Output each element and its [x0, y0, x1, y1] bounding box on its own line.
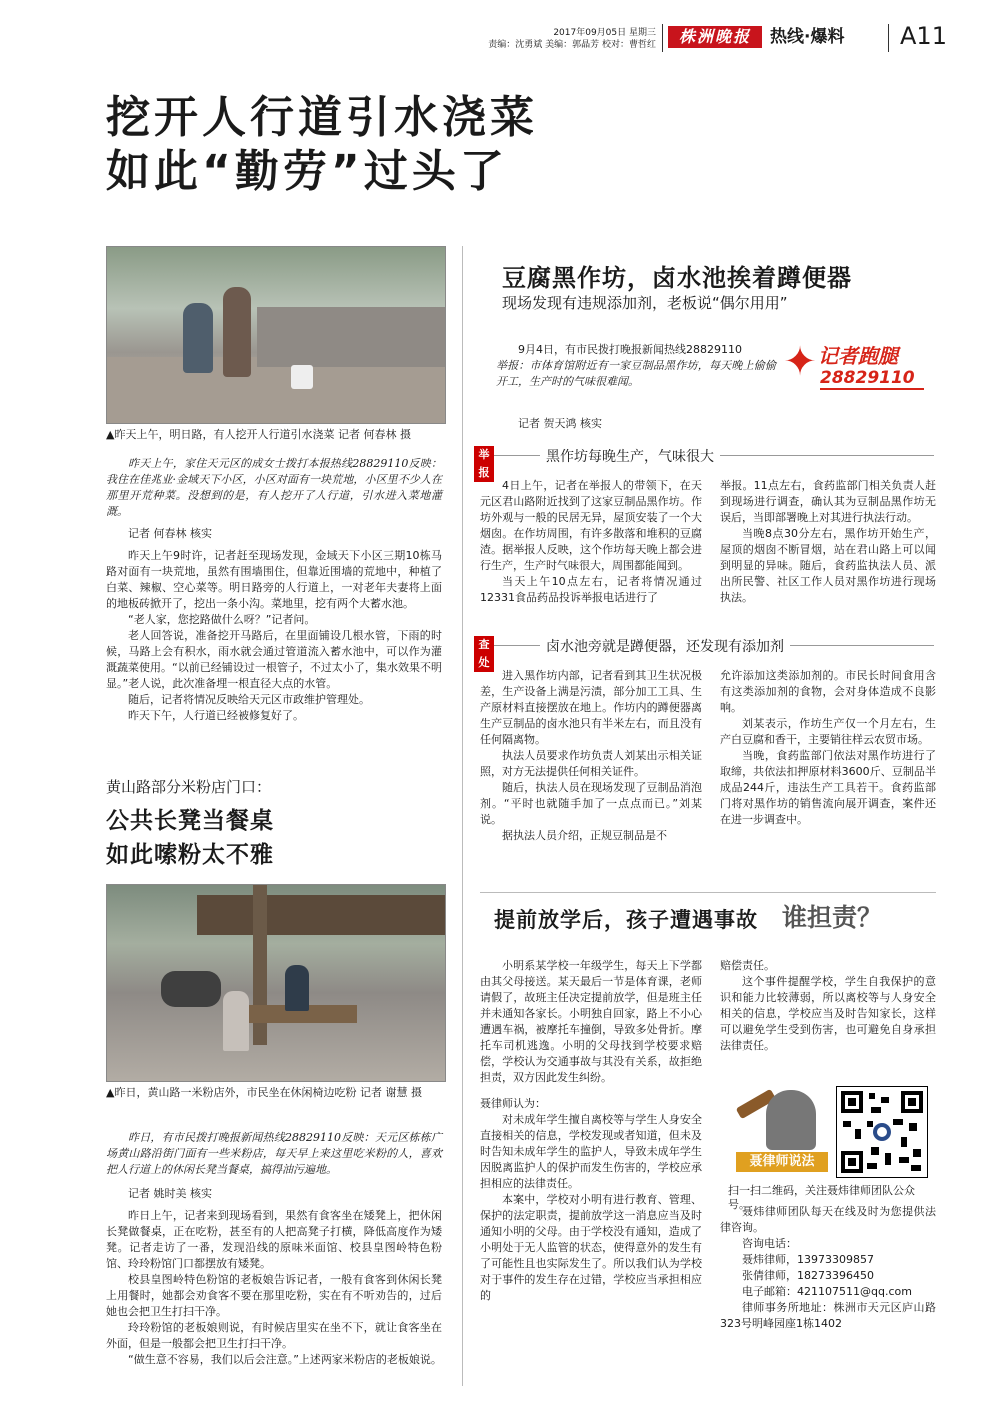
story3-paragraph: 据执法人员介绍，正规豆制品是不: [502, 829, 667, 842]
story3-intro: [496, 342, 776, 390]
page-number: A11: [900, 22, 947, 50]
masthead-divider-2: [888, 24, 889, 52]
section-tag-report: 举报: [474, 446, 494, 482]
story1-paragraph: 随后，记者将情况反映给天元区市政维护管理处。: [128, 693, 370, 706]
story4-paragraph: 小明系某学校一年级学生，每天上下学都由其父母接送。某天最后一节是体育课，老师请假了，故班主任决定提前放学，但是班主任并未通知各家长。小明独自回家，路上不小心遭遇车祸，被摩托车撞倒，导致多处骨折。摩托车司机逃逸。小明的父母找到学校要求赔偿，学校认为交通事故与其没有关系，故拒绝担责，双方因此发生纠纷。: [480, 959, 702, 1084]
story2-paragraph: 校县皇图岭特色粉馆的老板娘告诉记者，一般有食客到休闲长凳上用餐时，她都会劝食客不要在那里吃粉，实在有不听劝告的，过后她也会把卫生打扫干净。: [106, 1273, 442, 1318]
story3-paragraph: 举报。11点左右，食药监部门相关负责人赶到现场进行调查，确认其为豆制品黑作坊无误后，当即部署晚上对其进行执法行动。: [720, 479, 936, 524]
story3-paragraph: 当晚，食药监部门依法对黑作坊进行了取缔，共依法扣押原材料3600斤、豆制品半成品244斤，违法生产工具若干。食药监部门将对黑作坊的销售流向展开调查，案件还在进一步调查中。: [720, 749, 936, 826]
story1-body: [106, 456, 442, 724]
badge-title: 记者跑腿: [818, 344, 898, 368]
story2-photo: [106, 884, 446, 1082]
story4-rule: [480, 892, 936, 893]
qr-code-icon: [837, 1087, 927, 1177]
masthead-date: 2017年09月05日 星期三: [553, 28, 656, 38]
story3-subtitle: 现场发现有违规添加剂，老板说“偶尔用用”: [502, 294, 788, 312]
story2-paragraph: 昨日上午，记者来到现场看到，果然有食客坐在矮凳上，把休闲长凳做餐桌，正在吃粉，甚至有的人把高凳子打横，降低高度作为矮凳。记者走访了一番，发现沿线的原味米面馆、校县皇图岭特色粉馆、玲玲粉馆门口都摆放有矮凳。: [106, 1209, 442, 1270]
contact-phone: 张倩律师，18273396450: [742, 1269, 874, 1282]
story1-lead: 昨天上午，家住天元区的成女士拨打本报热线28829110反映：我住在佳兆业·金域天下小区，小区对面有一块荒地，小区里不少人在那里开荒种菜。没想到的是，有人挖开了人行道，引水进入菜地灌溉。: [106, 457, 442, 518]
lawyer-logo: [734, 1088, 830, 1178]
story2-byline: 记者 姚时美 核实: [128, 1187, 212, 1200]
story3-paragraph: 当晚8点30分左右，黑作坊开始生产，屋顶的烟囱不断冒烟，站在君山路上可以闻到明显的异味。随后，食药监执法人员、派出所民警、社区工作人员对黑作坊进行现场执法。: [720, 527, 936, 604]
lawyer-avatar: [766, 1090, 816, 1150]
story1-byline: 记者 何春林 核实: [128, 527, 212, 540]
story3-title: 豆腐黑作坊，卤水池挨着蹲便器: [502, 264, 852, 292]
contact-label: 咨询电话：: [742, 1237, 797, 1250]
qr-caption: 扫一扫二维码，关注聂炜律师团队公众号。: [728, 1184, 915, 1211]
story1-paragraph: 昨天下午，人行道已经被修复好了。: [128, 709, 304, 722]
masthead-divider: [662, 24, 663, 52]
masthead-editors: 责编：沈勇斌 美编：郭晶芳 校对：曹哲红: [488, 40, 656, 50]
story3-paragraph: 允许添加这类添加剂的。市民长时间食用含有这类添加剂的食物，会对身体造成不良影响。: [720, 669, 936, 714]
logo-text: 聂律师说法: [736, 1152, 828, 1172]
story4-paragraph: 这个事件提醒学校，学生自我保护的意识和能力比较薄弱，所以离校等与人身安全相关的信息，学校应当及时告知家长，这样可以避免学生受到伤害，也可避免自身承担法律责任。: [720, 975, 936, 1052]
story3-section1-left: [480, 478, 702, 606]
story2-body: [106, 1130, 442, 1368]
road-shape: [257, 307, 445, 367]
story3-paragraph: 4日上午，记者在举报人的带领下，在天元区君山路附近找到了这家豆制品黑作坊。作坊外观与一般的民居无异，屋顶安装了一个大烟囱。在作坊周围，有许多散落和堆积的豆腐渣。据举报人反映，这个作坊每天晚上都会进行生产，生产时气味很大，周围都能闻到。: [480, 479, 702, 572]
story1-photo: [106, 246, 446, 424]
story1-paragraph: 老人回答说，准备挖开马路后，在里面铺设几根水管，下雨的时候，马路上会有积水，雨水就会通过管道流入蓄水池中，可以作为灌溉蔬菜使用。“以前已经铺设过一根管子，不过太小了，集水效果不明显。”老人说，此次准备埋一根直径大点的水管。: [106, 629, 442, 690]
story3-byline: 记者 贺天鸿 核实: [518, 417, 602, 430]
story1-paragraph: 昨天上午9时许，记者赶至现场发现，金域天下小区三期10栋马路对面有一块荒地，虽然有围墙围住，但靠近围墙的荒地中，种植了白菜、辣椒、空心菜等。明日路旁的人行道上，一对老年夫妻将上面的地板砖掀开了，挖出一条小沟。菜地里，挖有两个大蓄水池。: [106, 549, 442, 610]
story4-title: 提前放学后，孩子遭遇事故: [494, 908, 758, 932]
story2-lead: 昨日，有市民拨打晚报新闻热线28829110反映：天元区栋栋广场黄山路沿街门面有一些米粉店，每天早上来这里吃米粉的人，喜欢把人行道上的休闲长凳当餐桌，搞得油污遍地。: [106, 1131, 442, 1176]
story4-title-accent: 谁担责？: [782, 903, 883, 932]
story3-paragraph: 执法人员要求作坊负责人刘某出示相关证照，对方无法提供任何相关证件。: [480, 749, 702, 778]
lawyer-label: 聂律师认为：: [480, 1097, 546, 1110]
story3-paragraph: 刘某表示，作坊生产仅一个月左右，生产白豆腐和香干，主要销往样云农贸市场。: [720, 717, 936, 746]
reporter-badge: [780, 330, 930, 396]
runner-icon: ✦: [783, 339, 817, 385]
story3-section1-right: [720, 478, 936, 606]
column-divider: [462, 246, 463, 1386]
story4-paragraph: 本案中，学校对小明有进行教育、管理、保护的法定职责，提前放学这一消息应当及时通知小明的父母。由于学校没有通知，造成了小明处于无人监管的状态，使得意外的发生有了可能性且也实际发生了。所以我们认为学校对于事件的发生存在过错，学校应当承担相应的: [480, 1193, 702, 1302]
section2-title: 卤水池旁就是蹲便器，还发现有添加剂: [540, 636, 790, 656]
person-shape: [223, 287, 251, 377]
contact-email: 电子邮箱：421107511@qq.com: [742, 1285, 912, 1298]
person-shape: [223, 991, 249, 1051]
contact-phone: 聂炜律师，13973309857: [742, 1253, 874, 1266]
person-shape: [285, 965, 309, 1011]
paper-logo: 株洲晚报: [668, 26, 762, 48]
contact-block: [720, 1204, 936, 1332]
contact-address: 律师事务所地址：株洲市天元区庐山路323号明峰园座1栋1402: [720, 1301, 936, 1330]
story1-paragraph: “老人家，您挖路做什么呀？”记者问。: [128, 613, 316, 626]
story4-paragraph: 赔偿责任。: [720, 959, 775, 972]
story3-section2-right: [720, 668, 936, 828]
story2-caption: ▲昨日，黄山路一米粉店外，市民坐在休闲椅边吃粉 记者 谢慧 摄: [106, 1086, 422, 1099]
headline-line1: 挖开人行道引水浇菜: [106, 92, 538, 143]
shopfront-shape: [197, 895, 445, 935]
story2-paragraph: “做生意不容易，我们以后会注意。”上述两家米粉店的老板娘说。: [128, 1353, 442, 1366]
contact-intro: 聂炜律师团队每天在线及时为您提供法律咨询。: [720, 1205, 936, 1234]
motorbike-shape: [161, 971, 221, 1007]
story4-right: [720, 958, 936, 1054]
story1-caption: ▲昨天上午，明日路，有人挖开人行道引水浇菜 记者 何春林 摄: [106, 428, 411, 441]
story3-section2-left: [480, 668, 702, 844]
section1-title: 黑作坊每晚生产，气味很大: [540, 446, 720, 466]
story2-title-line2: 如此嗦粉太不雅: [106, 842, 274, 868]
story4-paragraph: 对未成年学生擅自离校等与学生人身安全直接相关的信息，学校发现或者知道，但未及时告知未成年学生的监护人，导致未成年学生因脱离监护人的保护而发生伤害的，学校应承担相应的法律责任。: [480, 1113, 702, 1190]
qr-code[interactable]: [836, 1086, 928, 1178]
section-name: 热线·爆料: [770, 27, 845, 47]
story3-intro-report: 举报：市体育馆附近有一家豆制品黑作坊，每天晚上偷偷开工，生产时的气味很难闻。: [496, 359, 776, 388]
story3-intro-date: 9月4日，有市民拨打晚报新闻热线28829110: [518, 343, 742, 356]
story3-paragraph: 随后，执法人员在现场发现了豆制品消泡剂。“平时也就随手加了一点点而已。”刘某说。: [480, 781, 702, 826]
badge-phone: 28829110: [820, 368, 924, 390]
story2-paragraph: 玲玲粉馆的老板娘则说，有时候店里实在坐不下，就让食客坐在外面，但是一般都会把卫生打扫干净。: [106, 1321, 442, 1350]
story3-paragraph: 进入黑作坊内部，记者看到其卫生状况极差，生产设备上满是污渍，部分加工工具、生产原材料直接摆放在地上。作坊内的蹲便器离生产豆制品的卤水池只有半米左右，而且没有任何隔离物。: [480, 669, 702, 746]
section-tag-investigate: 查处: [474, 636, 494, 672]
person-shape: [183, 303, 213, 373]
story2-title-line1: 公共长凳当餐桌: [106, 808, 274, 834]
story3-paragraph: 当天上午10点左右，记者将情况通过12331食品药品投诉举报电话进行了: [480, 575, 702, 604]
story4-left: [480, 958, 702, 1304]
headline-line2: 如此“勤劳”过头了: [106, 146, 508, 197]
story2-kicker: 黄山路部分米粉店门口：: [106, 778, 272, 796]
bucket-shape: [291, 365, 313, 389]
